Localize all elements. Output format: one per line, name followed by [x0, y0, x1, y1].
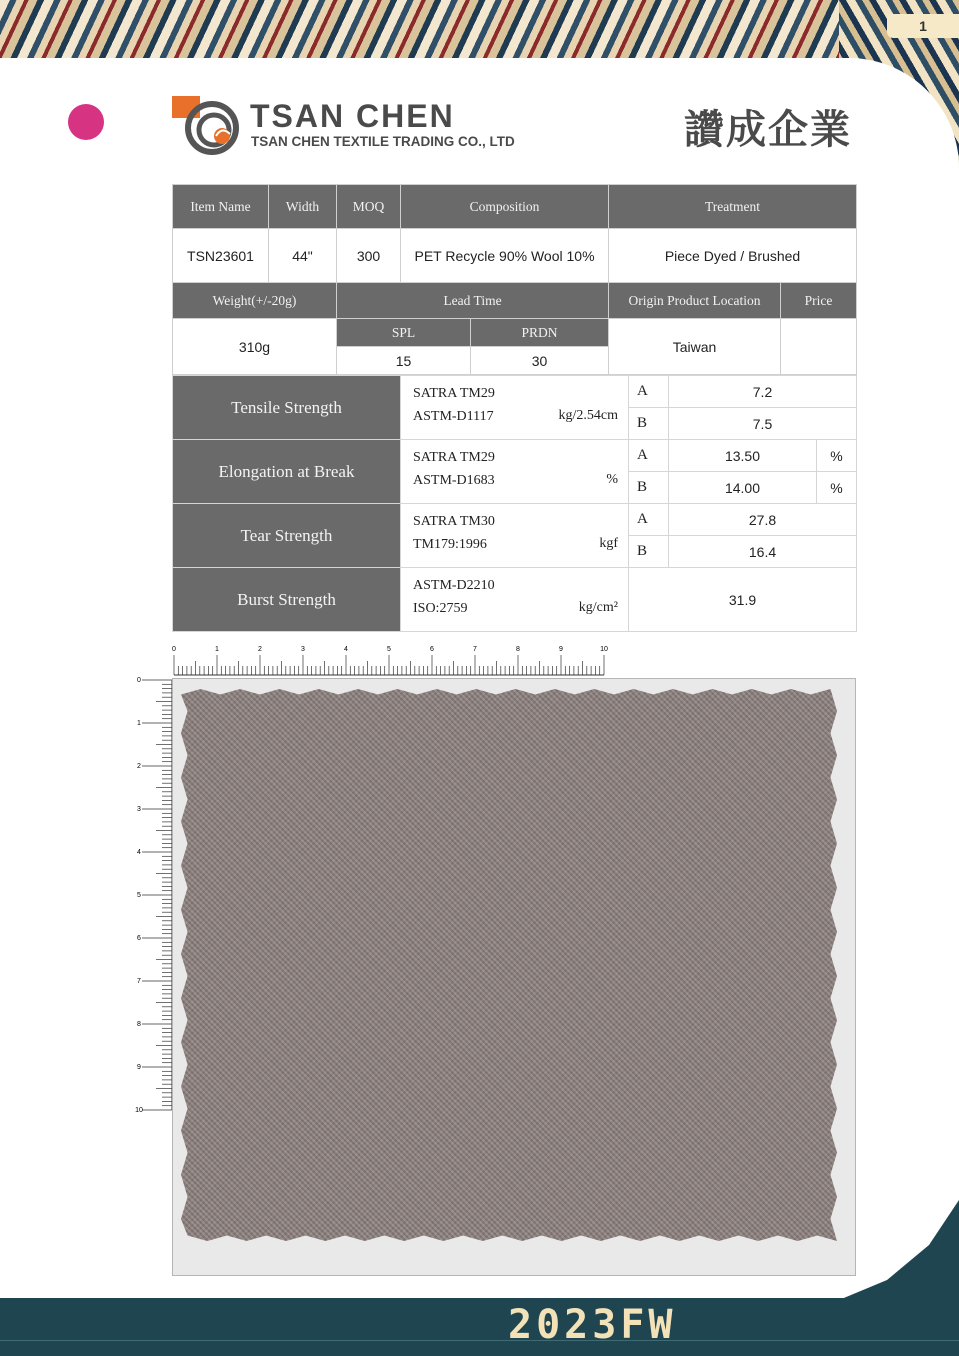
- ruler-label: 5: [137, 892, 141, 899]
- test-value: 7.5: [669, 408, 857, 440]
- test-name: Elongation at Break: [173, 440, 401, 504]
- test-standard: [401, 376, 629, 440]
- value-composition: PET Recycle 90% Wool 10%: [401, 229, 609, 283]
- test-value: 13.50: [669, 440, 817, 472]
- ruler-label: 10: [600, 646, 608, 653]
- ruler-label: 3: [301, 646, 305, 653]
- test-value: 27.8: [669, 504, 857, 536]
- header-prdn: PRDN: [471, 319, 609, 347]
- spec-table: [172, 184, 857, 375]
- test-value: 7.2: [669, 376, 857, 408]
- test-row: [173, 440, 857, 472]
- test-unit: kg/cm²: [578, 600, 618, 615]
- ruler-label: 9: [559, 646, 563, 653]
- header-spl: SPL: [337, 319, 471, 347]
- test-row: [173, 376, 857, 408]
- value-item-name: TSN23601: [173, 229, 269, 283]
- ruler-label: 6: [430, 646, 434, 653]
- header-item-name: Item Name: [173, 185, 269, 229]
- header-weight: Weight(+/-20g): [173, 283, 337, 319]
- ruler-label: 4: [344, 646, 348, 653]
- header-origin: Origin Product Location: [609, 283, 781, 319]
- ruler-label: 10: [135, 1107, 143, 1114]
- direction-label: B: [629, 408, 669, 440]
- ruler-label: 5: [387, 646, 391, 653]
- ruler-label: 0: [172, 646, 176, 653]
- header-composition: Composition: [401, 185, 609, 229]
- test-unit: %: [606, 472, 618, 487]
- value-price: [781, 319, 857, 375]
- ruler-label: 2: [137, 763, 141, 770]
- test-standard: [401, 568, 629, 632]
- test-value: 16.4: [669, 536, 857, 568]
- value-prdn: 30: [471, 347, 609, 375]
- horizontal-ruler: [172, 643, 606, 677]
- ruler-label: 0: [137, 677, 141, 684]
- ruler-label: 3: [137, 806, 141, 813]
- percent-sign: %: [817, 472, 857, 504]
- header-width: Width: [269, 185, 337, 229]
- ruler-label: 6: [137, 935, 141, 942]
- standard-line-1: SATRA TM29: [413, 386, 495, 401]
- ruler-label: 1: [215, 646, 219, 653]
- ruler-label: 7: [137, 978, 141, 985]
- test-name: Burst Strength: [173, 568, 401, 632]
- standard-line-2: TM179:1996: [413, 537, 487, 552]
- standard-line-1: SATRA TM29: [413, 450, 495, 465]
- value-origin: Taiwan: [609, 319, 781, 375]
- value-weight: 310g: [173, 319, 337, 375]
- value-treatment: Piece Dyed / Brushed: [609, 229, 857, 283]
- test-standard: [401, 440, 629, 504]
- fabric-sample-frame: [172, 678, 856, 1276]
- ruler-label: 9: [137, 1064, 141, 1071]
- test-name: Tear Strength: [173, 504, 401, 568]
- direction-label: B: [629, 472, 669, 504]
- ruler-label: 8: [516, 646, 520, 653]
- season-label: 2023FW: [508, 1302, 677, 1348]
- ruler-label: 2: [258, 646, 262, 653]
- test-standard: [401, 504, 629, 568]
- brand-logo-icon: [172, 96, 236, 156]
- percent-sign: %: [817, 440, 857, 472]
- test-row: [173, 504, 857, 536]
- ruler-label: 1: [137, 720, 141, 727]
- test-results-table: [172, 375, 857, 632]
- value-width: 44": [269, 229, 337, 283]
- brand-subtitle: TSAN CHEN TEXTILE TRADING CO., LTD: [251, 134, 515, 149]
- value-spl: 15: [337, 347, 471, 375]
- page-number: 1: [887, 14, 959, 38]
- header-moq: MOQ: [337, 185, 401, 229]
- test-row: [173, 568, 857, 632]
- ruler-label: 7: [473, 646, 477, 653]
- brand-cjk-name: 讚成企業: [684, 108, 852, 152]
- top-decorative-band: [0, 0, 959, 58]
- ruler-label: 4: [137, 849, 141, 856]
- standard-line-1: SATRA TM30: [413, 514, 495, 529]
- test-unit: kgf: [599, 536, 618, 551]
- footer-band: [0, 1298, 959, 1356]
- accent-dot: [68, 104, 104, 140]
- test-unit: kg/2.54cm: [558, 408, 618, 423]
- brand-name: TSAN CHEN: [250, 98, 455, 134]
- standard-line-2: ASTM-D1117: [413, 409, 494, 424]
- direction-label: A: [629, 440, 669, 472]
- footer-line: [0, 1340, 959, 1341]
- direction-label: A: [629, 504, 669, 536]
- ruler-label: 8: [137, 1021, 141, 1028]
- header-price: Price: [781, 283, 857, 319]
- fabric-swatch-image: [181, 689, 837, 1241]
- test-value: 31.9: [629, 568, 857, 632]
- header-lead-time: Lead Time: [337, 283, 609, 319]
- standard-line-2: ISO:2759: [413, 601, 468, 616]
- standard-line-1: ASTM-D2210: [413, 578, 495, 593]
- direction-label: B: [629, 536, 669, 568]
- test-value: 14.00: [669, 472, 817, 504]
- direction-label: A: [629, 376, 669, 408]
- standard-line-2: ASTM-D1683: [413, 473, 495, 488]
- header-treatment: Treatment: [609, 185, 857, 229]
- vertical-ruler: [132, 676, 174, 1112]
- test-name: Tensile Strength: [173, 376, 401, 440]
- value-moq: 300: [337, 229, 401, 283]
